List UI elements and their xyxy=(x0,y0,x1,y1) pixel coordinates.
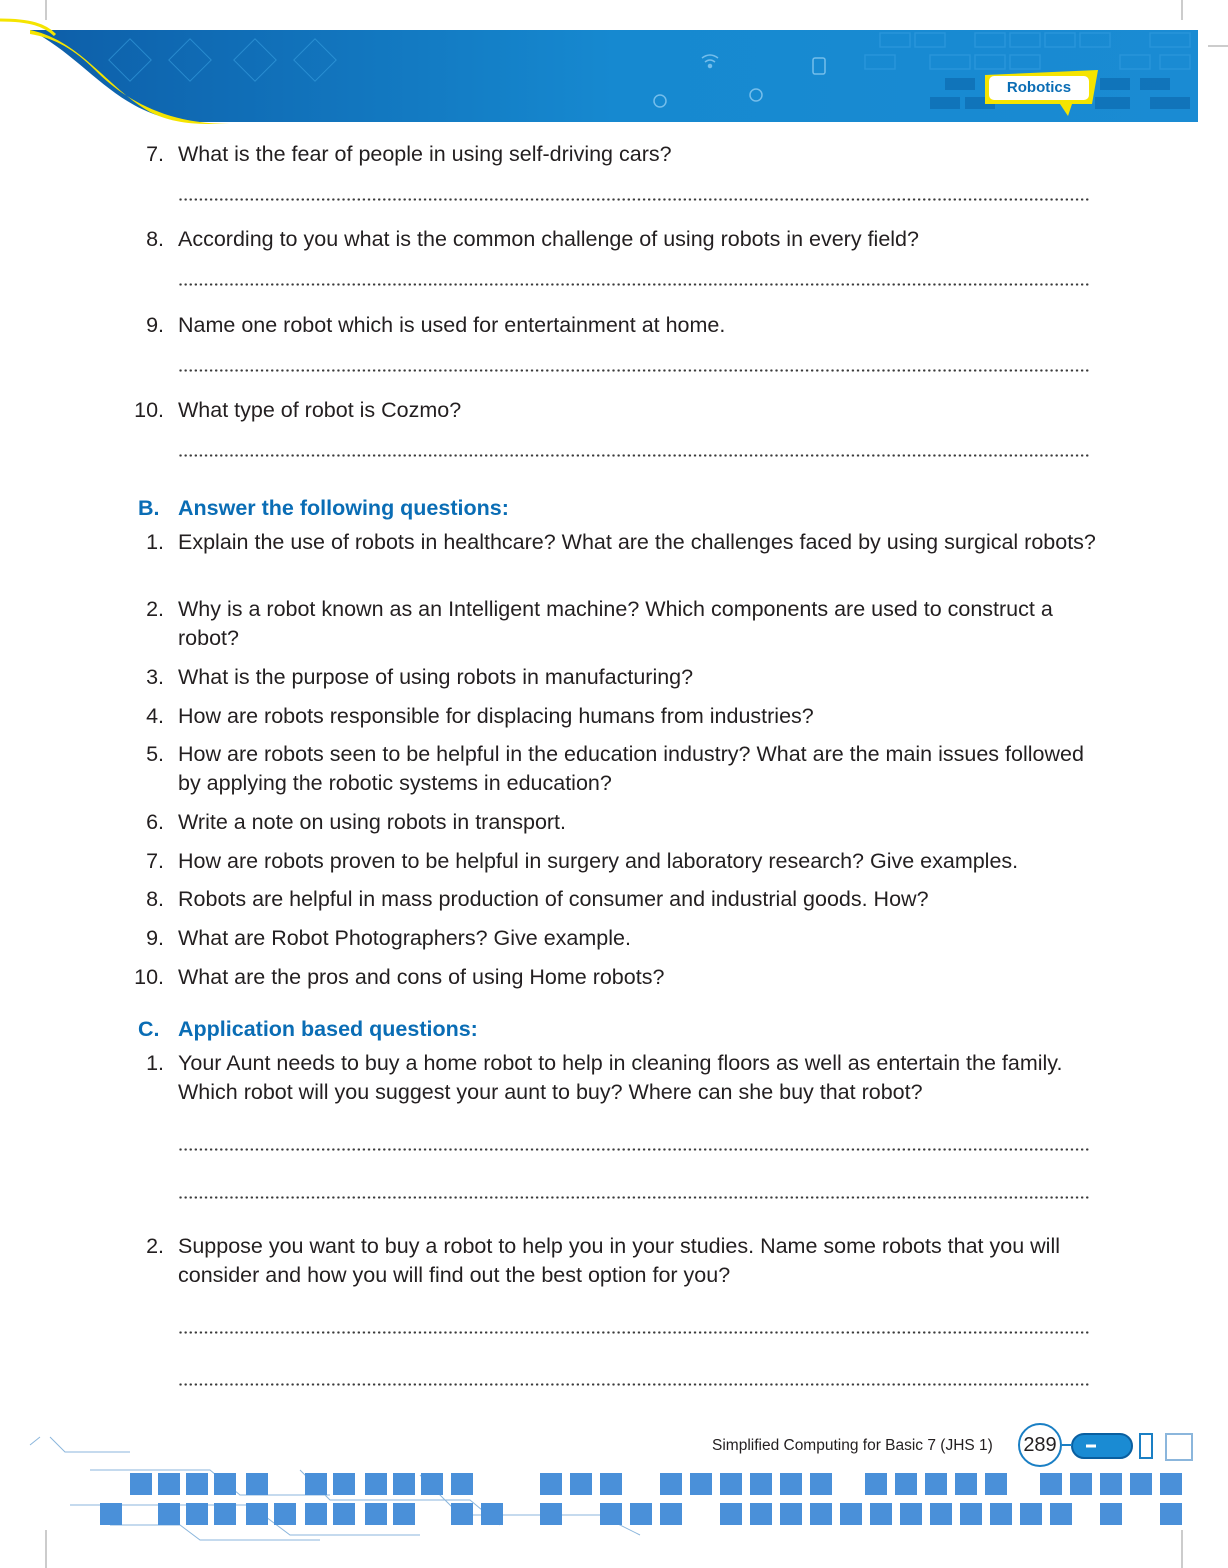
chapter-tag: Robotics xyxy=(989,76,1089,100)
page-number: 289 xyxy=(1018,1423,1062,1467)
header-banner xyxy=(0,0,1228,132)
answer-line[interactable] xyxy=(178,283,1090,286)
answer-line[interactable] xyxy=(178,369,1090,372)
answer-line[interactable] xyxy=(178,1383,1090,1386)
answer-line[interactable] xyxy=(178,454,1090,457)
answer-line[interactable] xyxy=(178,1148,1090,1151)
answer-line[interactable] xyxy=(178,1196,1090,1199)
book-title: Simplified Computing for Basic 7 (JHS 1) xyxy=(712,1437,993,1454)
answer-line[interactable] xyxy=(178,198,1090,201)
answer-line[interactable] xyxy=(178,1331,1090,1334)
